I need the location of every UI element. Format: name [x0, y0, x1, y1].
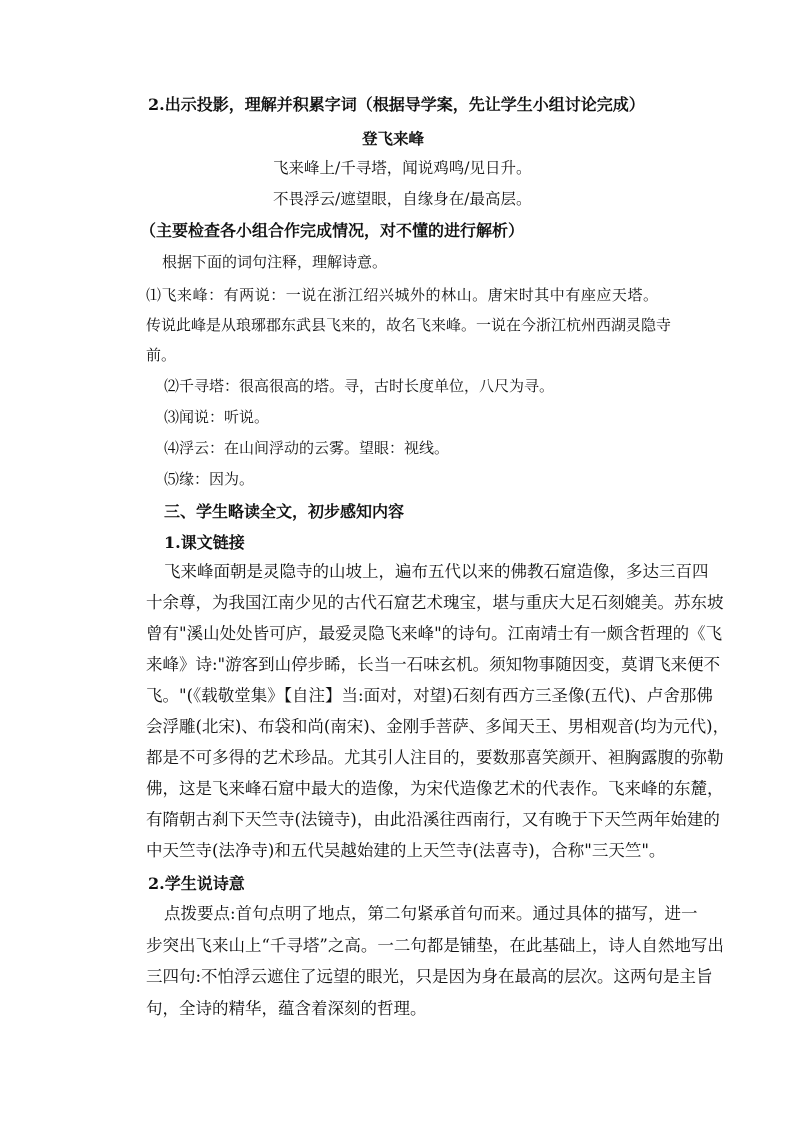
- explain-text-line: 点拨要点:首句点明了地点，第二句紧承首句而来。通过具体的描写，进一: [164, 904, 698, 923]
- note-1-line-3: 前。: [146, 346, 177, 364]
- link-text-line: 飞来峰面朝是灵隐寺的山坡上，遍布五代以来的佛教石窟造像，多达三百四: [164, 562, 709, 581]
- link-text-line: 会浮雕(北宋)、布袋和尚(南宋)、金刚手菩萨、多闻天王、男相观音(均为元代)，: [146, 717, 730, 736]
- link-text-line: 十余尊，为我国江南少见的古代石窟艺术瑰宝，堪与重庆大足石刻媲美。苏东坡: [146, 593, 724, 612]
- subsection-1-title: 1.课文链接: [164, 533, 245, 552]
- section-3-title: 三、学生略读全文，初步感知内容: [164, 502, 405, 521]
- link-text-line: 佛，这是飞来峰石窟中最大的造像，为宋代造像艺术的代表作。飞来峰的东麓，: [146, 779, 724, 798]
- section-heading-2: 2.出示投影，理解并积累字词（根据导学案，先让学生小组讨论完成）: [148, 95, 645, 114]
- explain-text-line: 句，全诗的精华，蕴含着深刻的哲理。: [146, 999, 427, 1018]
- note-4: ⑷浮云：在山间浮动的云雾。望眼：视线。: [164, 439, 450, 457]
- explain-text-line: 三四句:不怕浮云遮住了远望的眼光，只是因为身在最高的层次。这两句是主旨: [146, 967, 713, 986]
- note-1-line-2: 传说此峰是从琅琊郡东武县飞来的，故名飞来峰。一说在今浙江杭州西湖灵隐寺: [146, 316, 672, 334]
- poem-title: 登飞来峰: [362, 129, 425, 148]
- note-1-line-1: ⑴飞来峰：有两说：一说在浙江绍兴城外的林山。唐宋时其中有座应天塔。: [146, 286, 658, 304]
- explain-text-line: 步突出飞来山上“千寻塔”之高。一二句都是铺垫，在此基础上，诗人自然地写出: [146, 936, 724, 955]
- note-5: ⑸缘：因为。: [164, 470, 255, 488]
- link-text-line: 有隋朝古刹下天竺寺(法镜寺)，由此沿溪往西南行，又有晚于下天竺两年始建的: [146, 810, 720, 829]
- link-text-line: 中天竺寺(法净寺)和五代吴越始建的上天竺寺(法喜寺)，合称"三天竺"。: [146, 841, 666, 860]
- note-2: ⑵千寻塔：很高很高的塔。寻，古时长度单位，八尺为寻。: [164, 377, 555, 395]
- link-text-line: 来峰》诗:"游客到山停步睎，长当一石味玄机。须知物事随因变，莫谓飞来便不: [146, 655, 721, 674]
- subsection-2-title: 2.学生说诗意: [148, 874, 245, 893]
- link-text-line: 飞。"(《载敬堂集》【自注】当:面对，对望)石刻有西方三圣像(五代)、卢舍那佛: [146, 686, 713, 705]
- link-text-line: 都是不可多得的艺术珍品。尤其引人注目的，要数那喜笑颜开、袒胸露腹的弥勒: [146, 748, 724, 767]
- note-3: ⑶闻说：听说。: [164, 408, 270, 426]
- poem-line-2: 不畏浮云/遮望眼，自缘身在/最高层。: [273, 190, 532, 208]
- poem-line-1: 飞来峰上/千寻塔，闻说鸡鸣/见日升。: [273, 159, 532, 177]
- link-text-line: 曾有"溪山处处皆可庐，最爱灵隐飞来峰"的诗句。江南靖士有一颇含哲理的《飞: [146, 624, 723, 643]
- check-note: （主要检查各小组合作完成情况，对不懂的进行解析）: [140, 221, 525, 240]
- notes-intro: 根据下面的词句注释，理解诗意。: [162, 253, 388, 271]
